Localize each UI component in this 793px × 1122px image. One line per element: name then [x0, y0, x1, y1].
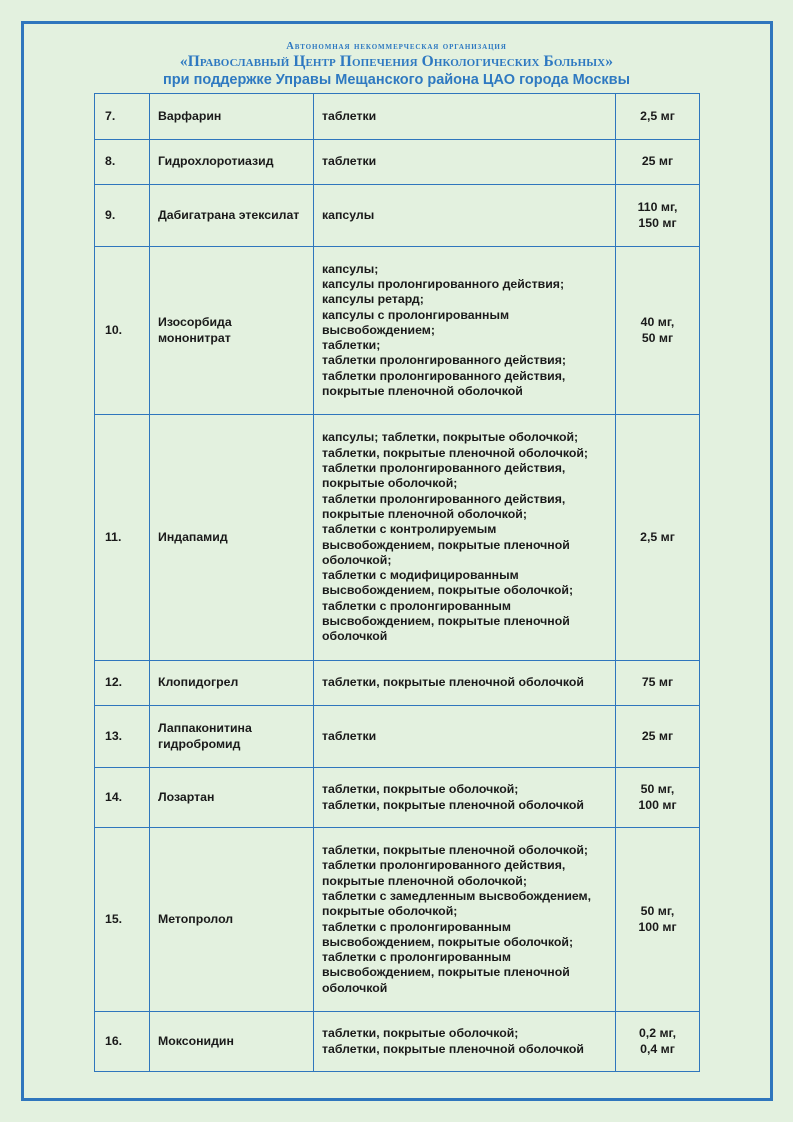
- row-number: 12.: [105, 675, 123, 690]
- table-row: [95, 661, 700, 706]
- dosage-form-line: оболочкой;: [322, 552, 392, 567]
- dosage-form-line: высвобождением, покрытые оболочкой;: [322, 583, 574, 598]
- dosage-form-line: высвобождением, покрытые оболочкой;: [322, 934, 574, 949]
- dosage-form-cell: [314, 828, 616, 1012]
- dosage-form-line: таблетки с пролонгированным: [322, 598, 512, 613]
- dosage-form-line: капсулы; таблетки, покрытые оболочкой;: [322, 430, 579, 445]
- dosage-form-cell: [314, 415, 616, 661]
- dosage-form-line: таблетки пролонгированного действия,: [322, 491, 566, 506]
- dosage-form-line: таблетки: [322, 728, 377, 743]
- organization-type: Автономная некоммерческая организация: [286, 41, 507, 52]
- dosage-form-cell: [314, 140, 616, 185]
- row-number: 15.: [105, 911, 123, 926]
- table-row: [95, 415, 700, 661]
- dosage-form-line: высвобождением, покрытые пленочной: [322, 613, 570, 628]
- drug-name-line: Гидрохлоротиазид: [158, 154, 274, 169]
- dosage-form-cell: [314, 247, 616, 415]
- dosage-line: 150 мг: [638, 215, 677, 230]
- dosage-cell: [616, 415, 700, 661]
- dosage-form-line: таблетки, покрытые пленочной оболочкой: [322, 797, 584, 812]
- row-number-cell: [95, 247, 150, 415]
- dosage-line: 2,5 мг: [640, 529, 675, 544]
- dosage-form-line: таблетки пролонгированного действия,: [322, 461, 566, 476]
- table-row: [95, 768, 700, 828]
- drug-name-line: Метопролол: [158, 911, 234, 926]
- dosage-cell: [616, 828, 700, 1012]
- dosage-form-line: капсулы: [322, 207, 375, 222]
- dosage-form-cell: [314, 706, 616, 768]
- dosage-cell: [616, 1012, 700, 1072]
- row-number-cell: [95, 415, 150, 661]
- table-row: [95, 828, 700, 1012]
- dosage-line: 25 мг: [641, 728, 674, 743]
- drug-table-body: [95, 94, 700, 1072]
- table-row: [95, 140, 700, 185]
- table-row: [95, 185, 700, 247]
- drug-name-cell: [150, 706, 314, 768]
- table-row: [95, 94, 700, 140]
- dosage-form-cell: [314, 1012, 616, 1072]
- table-row: [95, 247, 700, 415]
- support-line: при поддержке Управы Мещанского района ЦАО города Москвы: [163, 72, 630, 88]
- drug-name-line: Лозартан: [158, 789, 215, 804]
- row-number-cell: [95, 768, 150, 828]
- dosage-cell: [616, 661, 700, 706]
- drug-name-cell: [150, 768, 314, 828]
- dosage-form-line: покрытые пленочной оболочкой;: [322, 873, 527, 888]
- dosage-form-line: таблетки с контролируемым: [322, 522, 497, 537]
- row-number-cell: [95, 661, 150, 706]
- dosage-cell: [616, 706, 700, 768]
- dosage-form-line: таблетки с пролонгированным: [322, 950, 512, 965]
- dosage-form-line: таблетки пролонгированного действия,: [322, 368, 566, 383]
- dosage-form-line: таблетки, покрытые пленочной оболочкой: [322, 1041, 584, 1056]
- dosage-line: 2,5 мг: [640, 108, 675, 123]
- dosage-line: 100 мг: [638, 919, 677, 934]
- drug-name-cell: [150, 140, 314, 185]
- drug-name-cell: [150, 94, 314, 140]
- drug-name-line: Клопидогрел: [158, 675, 239, 690]
- dosage-form-line: оболочкой: [322, 629, 388, 644]
- organization-name: «Православный Центр Попечения Онкологических Больных»: [179, 53, 614, 70]
- dosage-form-line: таблетки: [322, 108, 377, 123]
- drug-name-line: Лаппаконитина: [158, 721, 252, 736]
- table-row: [95, 1012, 700, 1072]
- dosage-form-line: покрытые оболочкой;: [322, 904, 458, 919]
- dosage-form-line: таблетки пролонгированного действия;: [322, 353, 567, 368]
- dosage-cell: [616, 768, 700, 828]
- drug-name-cell: [150, 1012, 314, 1072]
- row-number-cell: [95, 94, 150, 140]
- dosage-form-cell: [314, 94, 616, 140]
- dosage-line: 25 мг: [641, 154, 674, 169]
- dosage-form-cell: [314, 768, 616, 828]
- dosage-form-line: покрытые пленочной оболочкой: [322, 384, 523, 399]
- dosage-form-line: таблетки с замедленным высвобождением,: [322, 888, 592, 903]
- dosage-line: 40 мг,: [640, 315, 675, 330]
- drug-name-line: Изосорбида: [158, 315, 232, 330]
- drug-name-line: гидробромид: [158, 736, 241, 751]
- row-number: 8.: [105, 154, 116, 169]
- dosage-form-line: капсулы;: [322, 261, 379, 276]
- dosage-form-line: капсулы ретард;: [322, 292, 424, 307]
- dosage-line: 75 мг: [641, 675, 674, 690]
- dosage-form-line: высвобождением, покрытые пленочной: [322, 965, 570, 980]
- dosage-form-cell: [314, 661, 616, 706]
- drug-name-cell: [150, 828, 314, 1012]
- row-number: 10.: [105, 322, 123, 337]
- dosage-line: 110 мг,: [637, 200, 678, 215]
- dosage-form-line: покрытые оболочкой;: [322, 476, 458, 491]
- dosage-form-line: таблетки, покрытые пленочной оболочкой;: [322, 843, 588, 858]
- drug-name-cell: [150, 247, 314, 415]
- row-number: 9.: [105, 207, 116, 222]
- dosage-form-line: капсулы с пролонгированным: [322, 307, 510, 322]
- dosage-line: 50 мг,: [640, 904, 675, 919]
- document-header: [0, 40, 793, 90]
- dosage-cell: [616, 140, 700, 185]
- row-number-cell: [95, 706, 150, 768]
- row-number: 13.: [105, 728, 123, 743]
- dosage-form-line: покрытые пленочной оболочкой;: [322, 506, 527, 521]
- row-number-cell: [95, 140, 150, 185]
- dosage-form-line: оболочкой: [322, 980, 388, 995]
- dosage-line: 0,4 мг: [640, 1041, 675, 1056]
- dosage-cell: [616, 247, 700, 415]
- drug-name-line: Дабигатрана этексилат: [158, 207, 300, 222]
- drug-name-cell: [150, 661, 314, 706]
- drug-name-line: Моксонидин: [158, 1033, 234, 1048]
- dosage-line: 50 мг,: [640, 782, 675, 797]
- drug-name-line: Варфарин: [158, 108, 222, 123]
- dosage-line: 0,2 мг,: [638, 1026, 677, 1041]
- dosage-form-line: таблетки: [322, 154, 377, 169]
- dosage-line: 50 мг: [641, 330, 674, 345]
- table-row: [95, 706, 700, 768]
- row-number: 14.: [105, 789, 123, 804]
- drug-name-line: Индапамид: [158, 529, 228, 544]
- dosage-form-line: таблетки с модифицированным: [322, 568, 519, 583]
- drug-table: [94, 93, 700, 1072]
- dosage-cell: [616, 185, 700, 247]
- drug-name-line: мононитрат: [158, 330, 231, 345]
- row-number: 16.: [105, 1033, 123, 1048]
- row-number-cell: [95, 185, 150, 247]
- dosage-form-line: таблетки, покрытые пленочной оболочкой: [322, 675, 584, 690]
- dosage-form-line: высвобождением;: [322, 322, 435, 337]
- dosage-form-line: таблетки с пролонгированным: [322, 919, 512, 934]
- row-number-cell: [95, 828, 150, 1012]
- dosage-cell: [616, 94, 700, 140]
- row-number: 11.: [105, 529, 122, 544]
- dosage-line: 100 мг: [638, 797, 677, 812]
- drug-name-cell: [150, 185, 314, 247]
- dosage-form-line: капсулы пролонгированного действия;: [322, 276, 565, 291]
- drug-name-cell: [150, 415, 314, 661]
- row-number: 7.: [105, 108, 116, 123]
- row-number-cell: [95, 1012, 150, 1072]
- dosage-form-line: таблетки;: [322, 338, 381, 353]
- dosage-form-line: высвобождением, покрытые пленочной: [322, 537, 570, 552]
- dosage-form-line: таблетки, покрытые оболочкой;: [322, 1026, 519, 1041]
- dosage-form-cell: [314, 185, 616, 247]
- dosage-form-line: таблетки, покрытые пленочной оболочкой;: [322, 445, 588, 460]
- dosage-form-line: таблетки пролонгированного действия,: [322, 858, 566, 873]
- dosage-form-line: таблетки, покрытые оболочкой;: [322, 782, 519, 797]
